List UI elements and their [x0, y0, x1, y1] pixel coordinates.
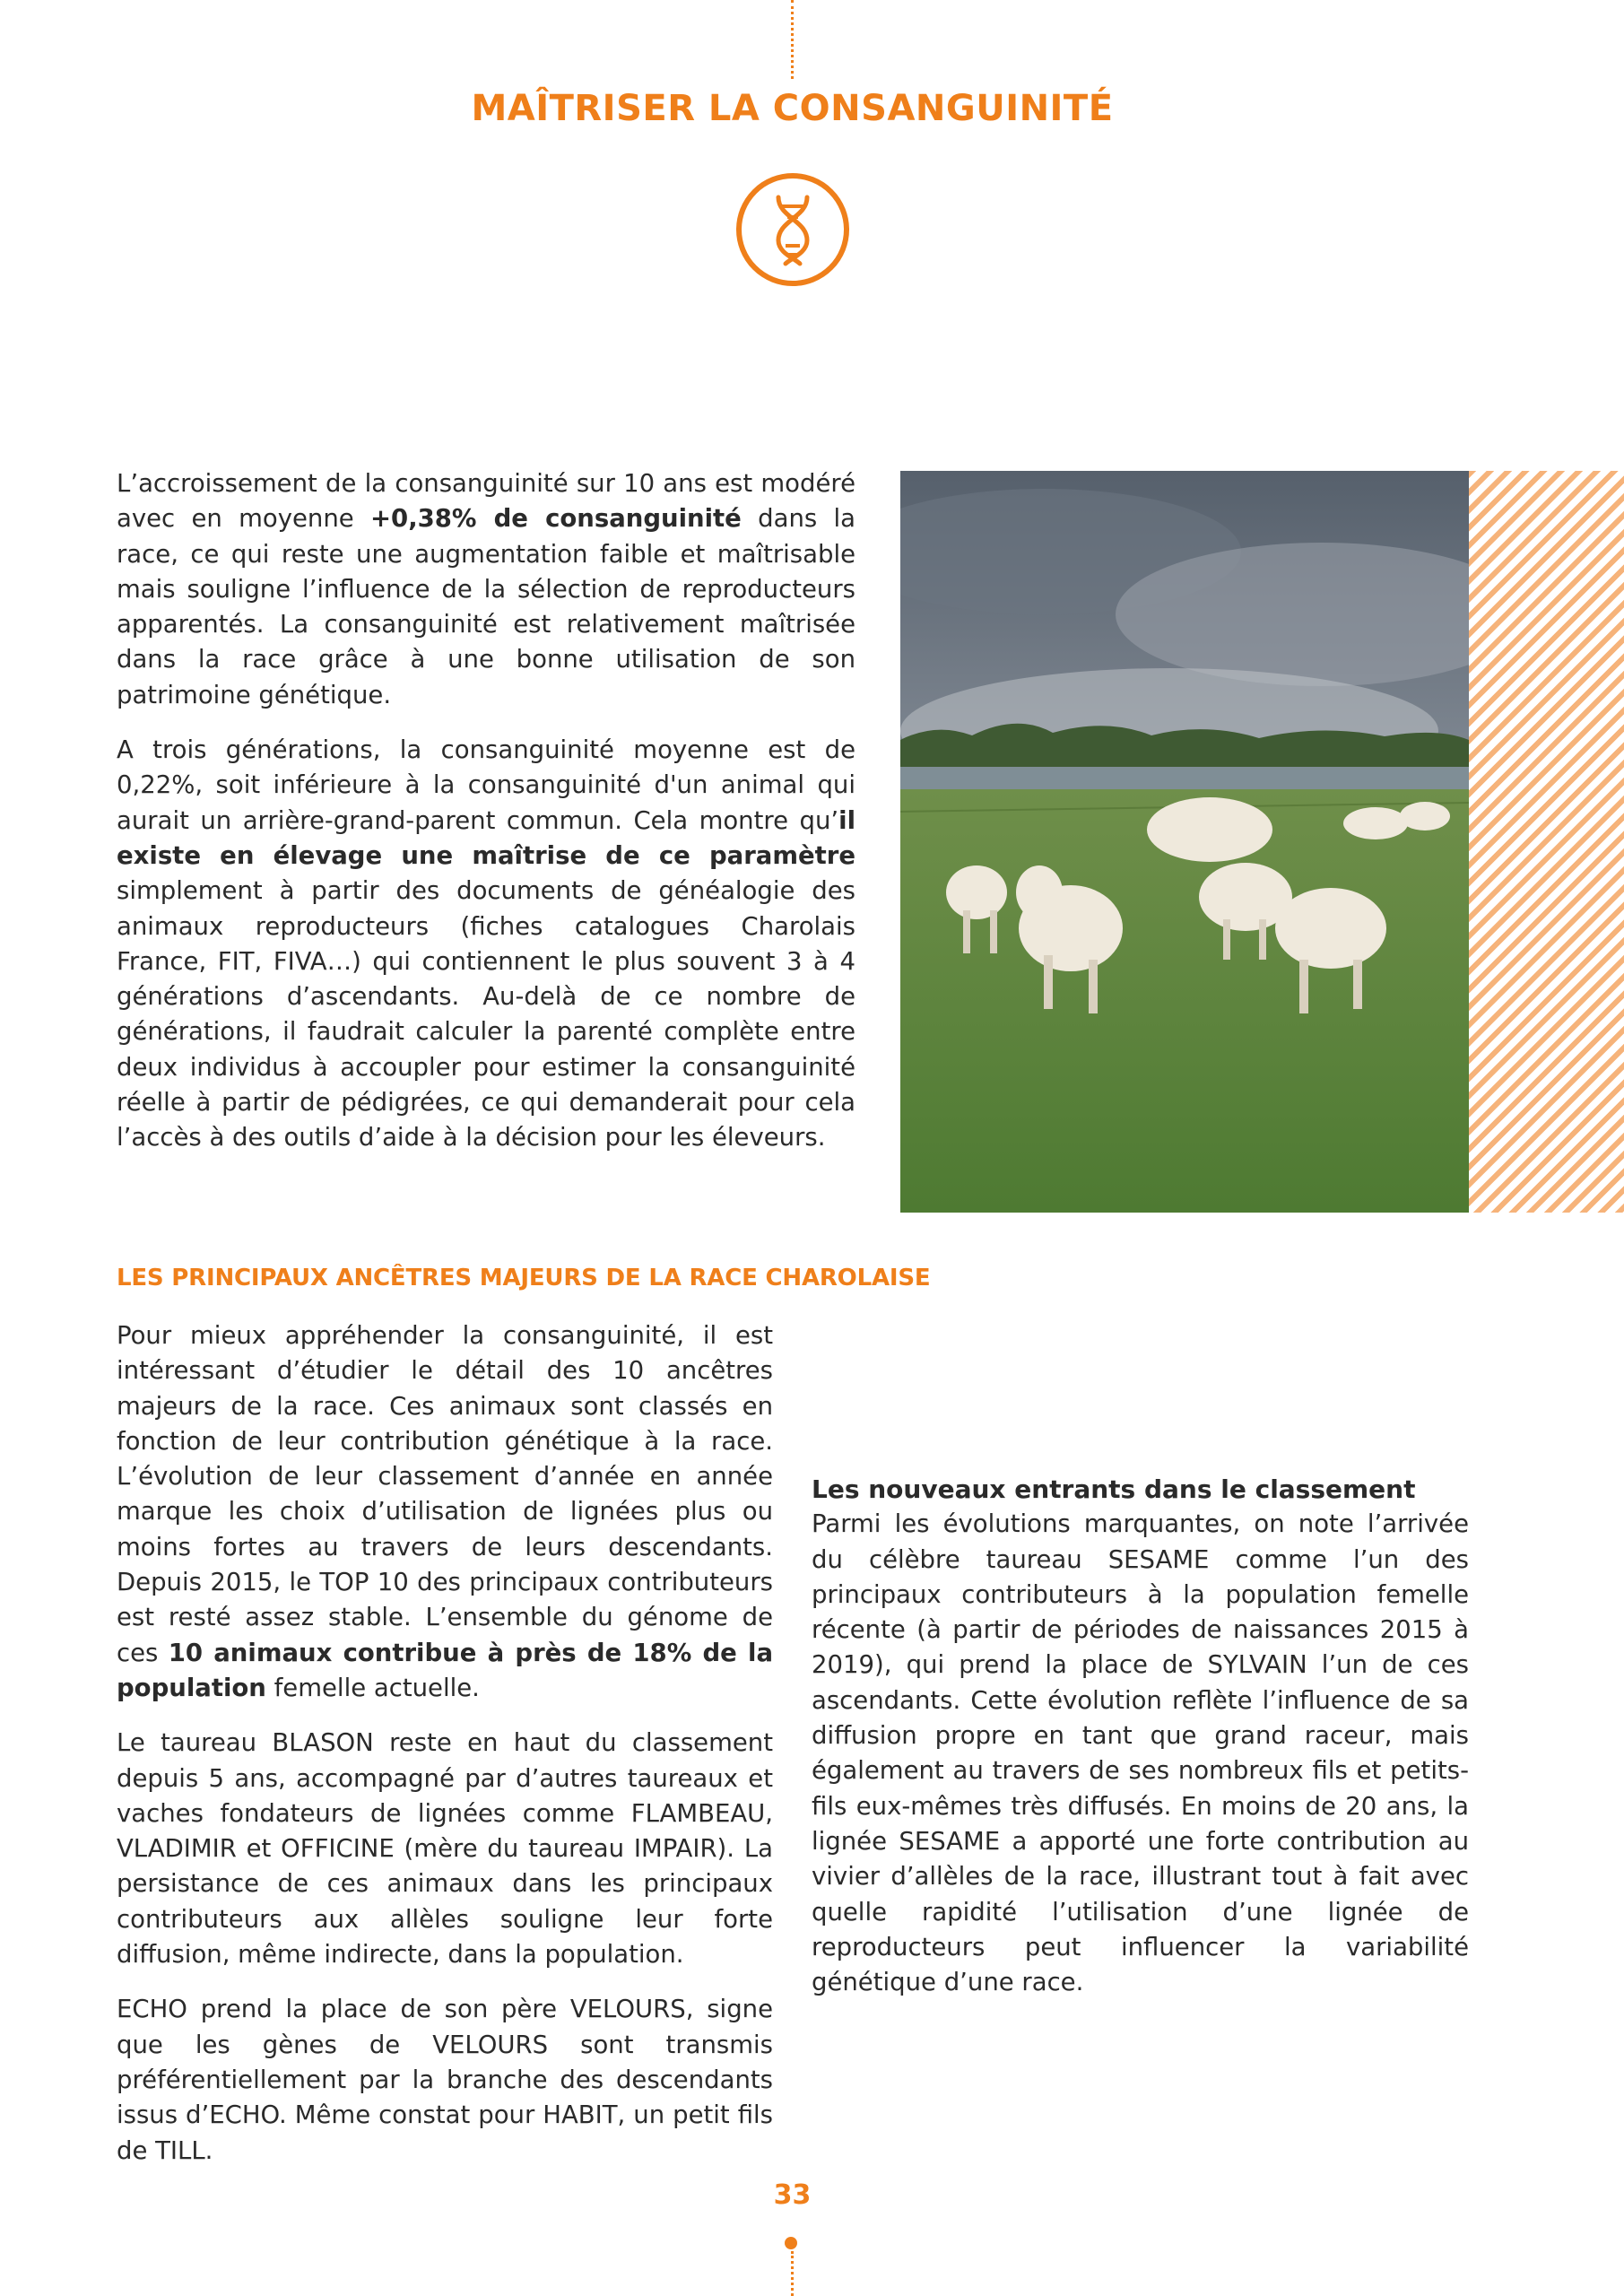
column-left	[117, 1318, 773, 2169]
page-number: 33	[773, 2179, 812, 2211]
bottom-dotted-line	[791, 2251, 794, 2296]
page-title: MAÎTRISER LA CONSANGUINITÉ	[471, 88, 1114, 129]
decorative-hatch-band	[1469, 471, 1624, 1213]
bottom-dot	[785, 2237, 797, 2249]
intro-paragraph-1: L’accroissement de la consanguinité sur 10 ans est modéré avec en moyenne +0,38% de consanguinité dans la race, ce qui reste une augmentation faible et maîtrisable mais souligne l’influence de la sélection de reproducteurs apparentés. La consanguinité est relativement maîtrisée dans la race grâce à une bonne utilisation de son patrimoine génétique.	[117, 469, 856, 709]
intro-text	[117, 466, 855, 1176]
cattle-photo	[900, 471, 1469, 1213]
dna-icon	[734, 170, 852, 289]
subheading-new-entrants: Les nouveaux entrants dans le classement	[812, 1474, 1416, 1504]
section-paragraph-1: Pour mieux appréhender la consanguinité, il est intéressant d’étudier le détail des 10 ancêtres majeurs de la race. Ces animaux sont classés en fonction de leur contribution génétique à la race. L’évolution de leur classement d’année en année marque les choix d’utilisation de lignées plus ou moins fortes au travers de leurs descendants. Depuis 2015, le TOP 10 des principaux contributeurs est resté assez stable. L’ensemble du génome de ces 10 animaux contribue à près de 18% de la population femelle actuelle.	[117, 1321, 774, 1702]
top-dotted-line	[791, 0, 794, 79]
intro-paragraph-2: A trois générations, la consanguinité moyenne est de 0,22%, soit inférieure à la consanguinité d'un animal qui aurait un arrière-grand-parent commun. Cela montre qu’il existe en élevage une maîtrise de ce paramètre simplement à partir des documents de généalogie des animaux reproducteurs (fiches catalogues Charolais France, FIT, FIVA…) qui contiennent le plus souvent 3 à 4 générations d’ascendants. Au-delà de ce nombre de générations, il faudrait calculer la parenté complète entre deux individus à accoupler pour estimer la consanguinité réelle à partir de pédigrées, ce qui demanderait pour cela l’accès à des outils d’aide à la décision pour les éleveurs.	[117, 735, 855, 1152]
section-paragraph-2: Le taureau BLASON reste en haut du classement depuis 5 ans, accompagné par d’autres taureaux et vaches fondateurs de lignées comme FLAMBEAU, VLADIMIR et OFFICINE (mère du taureau IMPAIR). La persistance de ces animaux dans les principaux contributeurs aux allèles souligne leur forte diffusion, même indirecte, dans la population.	[117, 1728, 773, 1970]
section-paragraph-3: ECHO prend la place de son père VELOURS, signe que les gènes de VELOURS sont transmis préférentiellement par la branche des descendants issus d’ECHO. Même constat pour HABIT, un petit fils de TILL.	[117, 1995, 773, 2165]
section-paragraph-4: Parmi les évolutions marquantes, on note l’arrivée du célèbre taureau SESAME comme l’un des principaux contributeurs à la population femelle récente (à partir de périodes de naissances 2015 à 2019), qui prend la place de SYLVAIN l’un de ces ascendants. Cette évolution reflète l’influence de sa diffusion propre en tant que grand raceur, mais également au travers de ses nombreux fils et petits-fils eux-mêmes très diffusés. En moins de 20 ans, la lignée SESAME a apporté une forte contribution au vivier d’allèles de la race, illustrant tout à fait avec quelle rapidité l’utilisation d’une lignée de reproducteurs peut influencer la variabilité génétique d’une race.	[812, 1509, 1469, 1997]
section-title: LES PRINCIPAUX ANCÊTRES MAJEURS DE LA RACE CHAROLAISE	[117, 1265, 931, 1292]
column-right	[812, 1318, 1469, 2020]
